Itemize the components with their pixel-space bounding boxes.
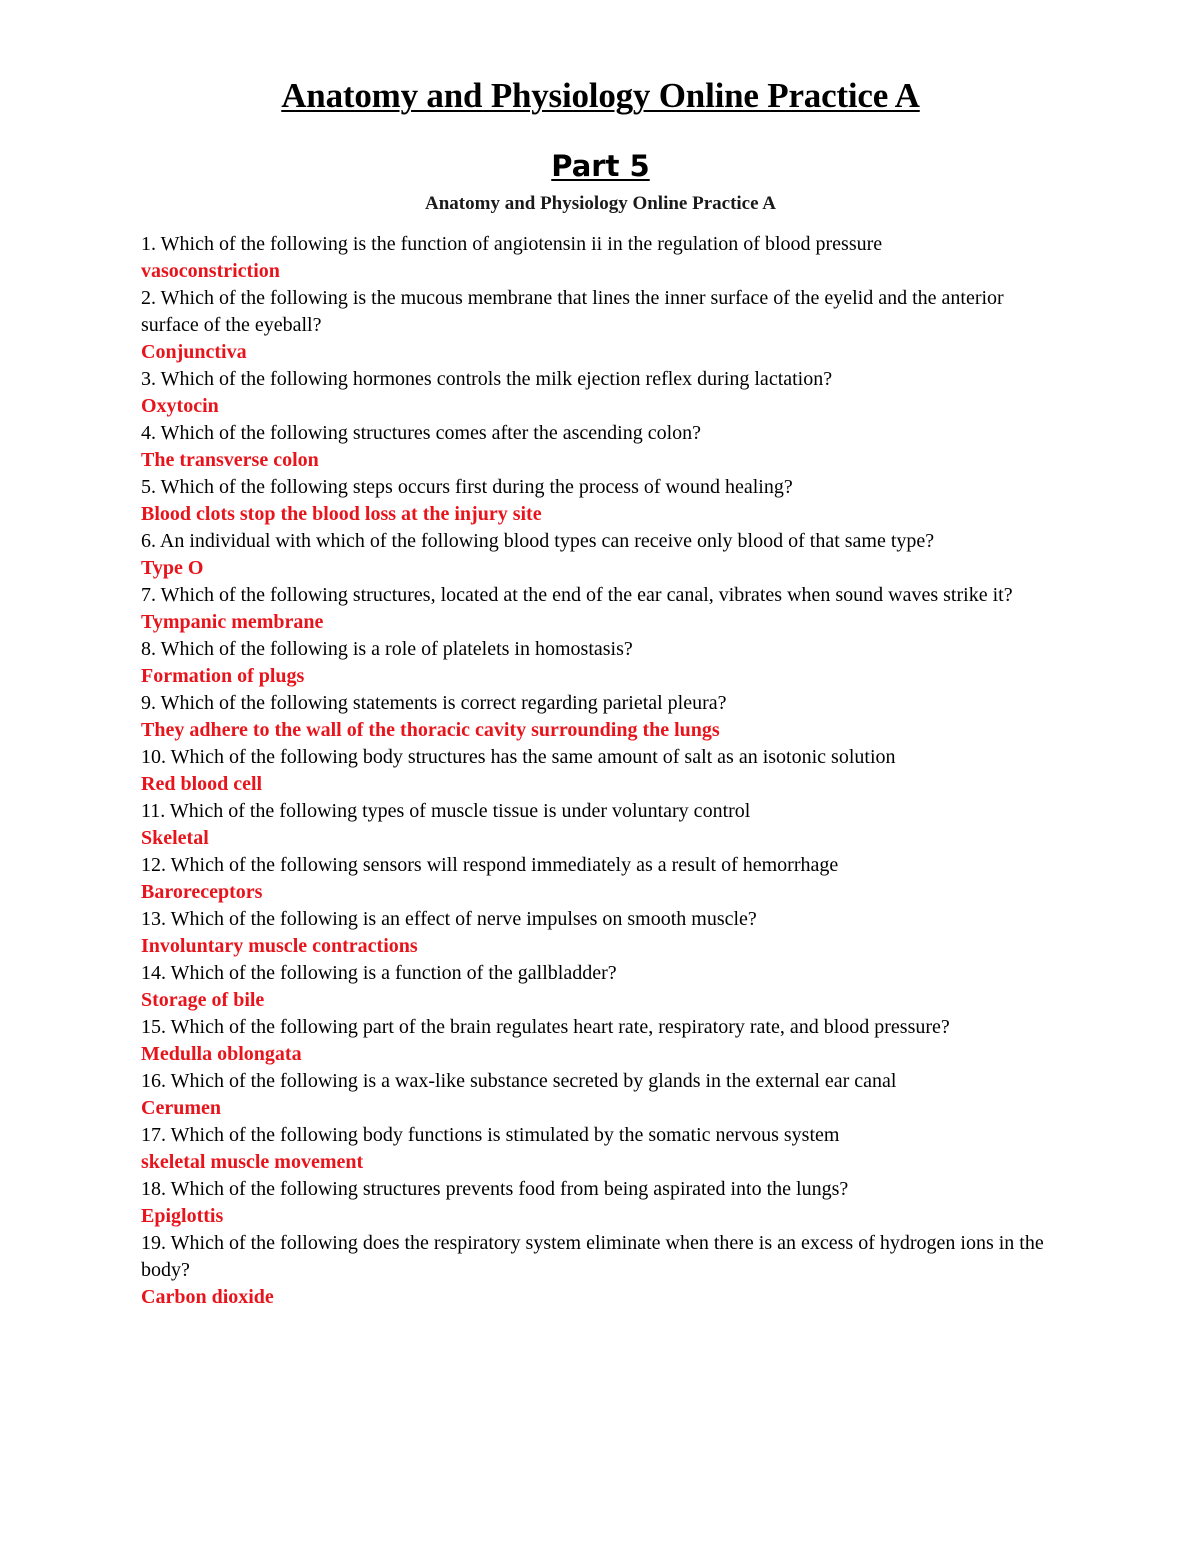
question-text: 15. Which of the following part of the brain regulates heart rate, respiratory rate, and blood pressure? [141,1016,950,1038]
answer-text: skeletal muscle movement [141,1151,364,1173]
answer-text: Involuntary muscle contractions [141,935,418,957]
question-answer-item [141,528,1060,582]
question-text: 17. Which of the following body functions is stimulated by the somatic nervous system [141,1124,840,1146]
answer-text: vasoconstriction [141,260,280,282]
answer-text: Skeletal [141,827,209,849]
question-text: 13. Which of the following is an effect of nerve impulses on smooth muscle? [141,908,757,930]
question-answer-item [141,1230,1060,1311]
document-title: Anatomy and Physiology Online Practice A [281,76,920,115]
answer-text: Formation of plugs [141,665,305,687]
question-answer-item [141,285,1060,366]
question-answer-item [141,744,1060,798]
question-answer-item [141,798,1060,852]
question-text: 4. Which of the following structures comes after the ascending colon? [141,422,702,444]
question-text: 3. Which of the following hormones controls the milk ejection reflex during lactation? [141,368,833,390]
answer-text: They adhere to the wall of the thoracic cavity surrounding the lungs [141,719,720,741]
question-text: 11. Which of the following types of muscle tissue is under voluntary control [141,800,751,822]
answer-text: Type O [141,557,204,579]
answer-text: Oxytocin [141,395,219,417]
question-answer-item [141,636,1060,690]
question-text: 7. Which of the following structures, located at the end of the ear canal, vibrates when sound waves strike it? [141,584,1013,606]
answer-text: Red blood cell [141,773,263,795]
question-answer-item [141,1014,1060,1068]
question-text: 8. Which of the following is a role of platelets in homostasis? [141,638,633,660]
question-answer-item [141,960,1060,1014]
question-text: 16. Which of the following is a wax-like substance secreted by glands in the external ear canal [141,1070,897,1092]
question-text: 14. Which of the following is a function of the gallbladder? [141,962,617,984]
document-subtitle: Anatomy and Physiology Online Practice A [425,193,776,214]
answer-text: Storage of bile [141,989,265,1011]
answer-text: Cerumen [141,1097,221,1119]
question-text: 2. Which of the following is the mucous membrane that lines the inner surface of the eyelid and the anterior surface of the eyeball? [141,287,1004,336]
question-answer-item [141,690,1060,744]
question-answer-item [141,906,1060,960]
answer-text: Conjunctiva [141,341,247,363]
question-answer-item [141,231,1060,285]
part-heading: Part 5 [551,149,650,183]
answer-text: Baroreceptors [141,881,263,903]
answer-text: Epiglottis [141,1205,224,1227]
question-text: 5. Which of the following steps occurs first during the process of wound healing? [141,476,793,498]
question-text: 19. Which of the following does the respiratory system eliminate when there is an excess of hydrogen ions in the body? [141,1232,1044,1281]
question-text: 9. Which of the following statements is correct regarding parietal pleura? [141,692,727,714]
question-text: 1. Which of the following is the function of angiotensin ii in the regulation of blood pressure [141,233,883,255]
question-text: 12. Which of the following sensors will respond immediately as a result of hemorrhage [141,854,839,876]
question-answer-item [141,582,1060,636]
question-answer-item [141,474,1060,528]
question-answer-item [141,1068,1060,1122]
answer-text: Tympanic membrane [141,611,324,633]
answer-text: Blood clots stop the blood loss at the injury site [141,503,542,525]
question-text: 18. Which of the following structures prevents food from being aspirated into the lungs? [141,1178,849,1200]
question-answer-item [141,852,1060,906]
question-text: 6. An individual with which of the following blood types can receive only blood of that same type? [141,530,935,552]
question-answer-item [141,1176,1060,1230]
question-answer-item [141,366,1060,420]
answer-text: Medulla oblongata [141,1043,302,1065]
answer-text: Carbon dioxide [141,1286,274,1308]
question-answer-item [141,1122,1060,1176]
question-answer-item [141,420,1060,474]
answer-text: The transverse colon [141,449,319,471]
question-answer-list [141,231,1060,1311]
question-text: 10. Which of the following body structures has the same amount of salt as an isotonic solution [141,746,896,768]
